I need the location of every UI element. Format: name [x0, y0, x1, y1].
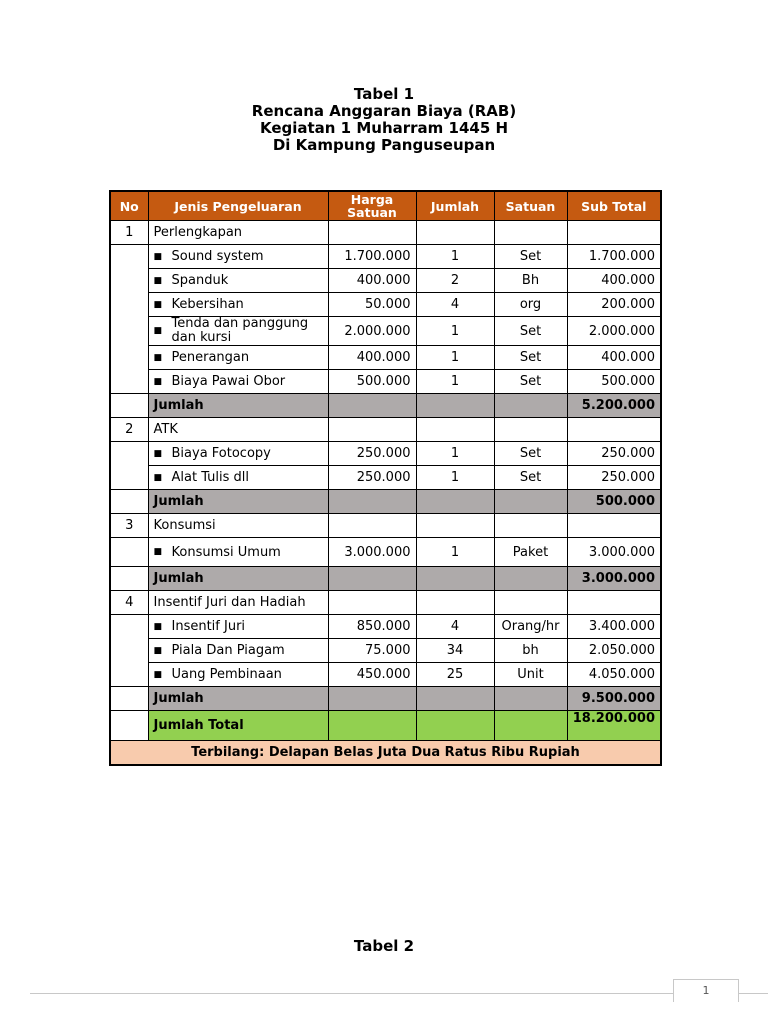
- item-harga: 500.000: [328, 370, 416, 394]
- bullet-icon: ■: [153, 352, 163, 363]
- empty-no-cell: [110, 538, 148, 567]
- item-satuan: org: [494, 293, 567, 317]
- item-jumlah: 1: [416, 466, 494, 490]
- empty-no-cell: [110, 245, 148, 394]
- bullet-icon: ■: [153, 448, 163, 459]
- item-harga: 450.000: [328, 663, 416, 687]
- item-name: Insentif Juri: [171, 619, 246, 634]
- item-subtotal: 4.050.000: [567, 663, 661, 687]
- total-row: [110, 711, 661, 741]
- subtotal-label: Jumlah: [148, 394, 328, 418]
- empty-no-cell: [110, 615, 148, 687]
- item-satuan: Set: [494, 466, 567, 490]
- table-row: [110, 639, 661, 663]
- item-subtotal: 200.000: [567, 293, 661, 317]
- section-no: 3: [110, 514, 148, 538]
- header-satuan: Satuan: [494, 191, 567, 221]
- item-jumlah: 1: [416, 346, 494, 370]
- subtotal-row: [110, 490, 661, 514]
- bullet-icon: ■: [153, 326, 163, 336]
- item-harga: 400.000: [328, 346, 416, 370]
- item-subtotal: 500.000: [567, 370, 661, 394]
- item-satuan: Set: [494, 317, 567, 346]
- subtotal-value: 3.000.000: [567, 567, 661, 591]
- item-name: Biaya Pawai Obor: [171, 374, 286, 389]
- table-row: [110, 293, 661, 317]
- item-name: Kebersihan: [171, 297, 244, 312]
- section-row: [110, 221, 661, 245]
- table-number: Tabel 1: [353, 85, 415, 103]
- item-satuan: Orang/hr: [494, 615, 567, 639]
- header-jumlah: Jumlah: [416, 191, 494, 221]
- item-satuan: bh: [494, 639, 567, 663]
- item-satuan: Unit: [494, 663, 567, 687]
- section-no: 2: [110, 418, 148, 442]
- empty-no-cell: [110, 442, 148, 490]
- table-row: [110, 346, 661, 370]
- item-jumlah: 4: [416, 293, 494, 317]
- item-jumlah: 1: [416, 317, 494, 346]
- bullet-icon: ■: [153, 376, 163, 387]
- item-subtotal: 250.000: [567, 466, 661, 490]
- section-name: Konsumsi: [148, 514, 328, 538]
- item-subtotal: 2.000.000: [567, 317, 661, 346]
- total-label: Jumlah Total: [148, 711, 328, 741]
- event-location: Di Kampung Panguseupan: [272, 136, 496, 154]
- item-name: Tenda dan panggung dan kursi: [171, 316, 309, 345]
- item-harga: 400.000: [328, 269, 416, 293]
- table-row: [110, 615, 661, 639]
- item-subtotal: 400.000: [567, 269, 661, 293]
- bullet-icon: ■: [153, 251, 163, 262]
- item-name: Sound system: [171, 249, 264, 264]
- section-row: [110, 514, 661, 538]
- bullet-icon: ■: [153, 645, 163, 656]
- subtotal-value: 500.000: [567, 490, 661, 514]
- table-row: [110, 370, 661, 394]
- budget-table: [109, 190, 662, 766]
- item-jumlah: 1: [416, 442, 494, 466]
- page-number: 1: [673, 979, 739, 1002]
- section-no: 1: [110, 221, 148, 245]
- subtotal-row: [110, 567, 661, 591]
- item-harga: 75.000: [328, 639, 416, 663]
- terbilang-text: Terbilang: Delapan Belas Juta Dua Ratus Ribu Rupiah: [110, 741, 661, 766]
- item-name: Alat Tulis dll: [171, 470, 250, 485]
- item-satuan: Set: [494, 346, 567, 370]
- footer-divider: [30, 993, 768, 994]
- subtotal-label: Jumlah: [148, 567, 328, 591]
- section-name: Perlengkapan: [148, 221, 328, 245]
- header-subtotal: Sub Total: [567, 191, 661, 221]
- table-header-row: [110, 191, 661, 221]
- item-satuan: Set: [494, 442, 567, 466]
- item-jumlah: 1: [416, 370, 494, 394]
- item-satuan: Bh: [494, 269, 567, 293]
- item-satuan: Paket: [494, 538, 567, 567]
- event-name: Kegiatan 1 Muharram 1445 H: [259, 119, 509, 137]
- item-jumlah: 4: [416, 615, 494, 639]
- item-name: Penerangan: [171, 350, 250, 365]
- header-harga: Harga Satuan: [328, 191, 416, 221]
- bullet-icon: ■: [153, 299, 163, 310]
- section-row: [110, 418, 661, 442]
- next-table-title: Tabel 2: [353, 937, 415, 955]
- item-jumlah: 2: [416, 269, 494, 293]
- item-jumlah: 1: [416, 245, 494, 269]
- item-jumlah: 25: [416, 663, 494, 687]
- document-title: [0, 86, 768, 154]
- item-subtotal: 250.000: [567, 442, 661, 466]
- table-row: [110, 663, 661, 687]
- header-jenis: Jenis Pengeluaran: [148, 191, 328, 221]
- subtotal-value: 9.500.000: [567, 687, 661, 711]
- table-row: [110, 317, 661, 346]
- item-name: Uang Pembinaan: [171, 667, 282, 682]
- total-value: 18.200.000: [567, 711, 661, 741]
- item-harga: 250.000: [328, 466, 416, 490]
- section-no: 4: [110, 591, 148, 615]
- bullet-icon: ■: [153, 275, 163, 286]
- section-name: ATK: [148, 418, 328, 442]
- subtotal-row: [110, 394, 661, 418]
- item-satuan: Set: [494, 370, 567, 394]
- item-satuan: Set: [494, 245, 567, 269]
- bullet-icon: ■: [153, 472, 163, 483]
- item-harga: 3.000.000: [328, 538, 416, 567]
- item-subtotal: 3.000.000: [567, 538, 661, 567]
- subtotal-row: [110, 687, 661, 711]
- bullet-icon: ■: [153, 669, 163, 680]
- section-row: [110, 591, 661, 615]
- item-subtotal: 400.000: [567, 346, 661, 370]
- subtotal-label: Jumlah: [148, 687, 328, 711]
- table-title: Rencana Anggaran Biaya (RAB): [251, 102, 517, 120]
- table-row: [110, 442, 661, 466]
- item-harga: 850.000: [328, 615, 416, 639]
- table-row: [110, 245, 661, 269]
- subtotal-label: Jumlah: [148, 490, 328, 514]
- item-name: Spanduk: [171, 273, 229, 288]
- table-row: [110, 269, 661, 293]
- table-row: [110, 538, 661, 567]
- item-name: Piala Dan Piagam: [171, 643, 285, 658]
- item-subtotal: 1.700.000: [567, 245, 661, 269]
- item-subtotal: 2.050.000: [567, 639, 661, 663]
- subtotal-value: 5.200.000: [567, 394, 661, 418]
- item-harga: 2.000.000: [328, 317, 416, 346]
- terbilang-row: [110, 741, 661, 766]
- item-subtotal: 3.400.000: [567, 615, 661, 639]
- item-harga: 50.000: [328, 293, 416, 317]
- item-name: Biaya Fotocopy: [171, 446, 271, 461]
- bullet-icon: ■: [153, 621, 163, 632]
- section-name: Insentif Juri dan Hadiah: [148, 591, 328, 615]
- item-jumlah: 1: [416, 538, 494, 567]
- item-harga: 1.700.000: [328, 245, 416, 269]
- item-jumlah: 34: [416, 639, 494, 663]
- table-row: [110, 466, 661, 490]
- item-harga: 250.000: [328, 442, 416, 466]
- header-no: No: [110, 191, 148, 221]
- item-name: Konsumsi Umum: [171, 544, 281, 560]
- bullet-icon: ■: [153, 547, 163, 557]
